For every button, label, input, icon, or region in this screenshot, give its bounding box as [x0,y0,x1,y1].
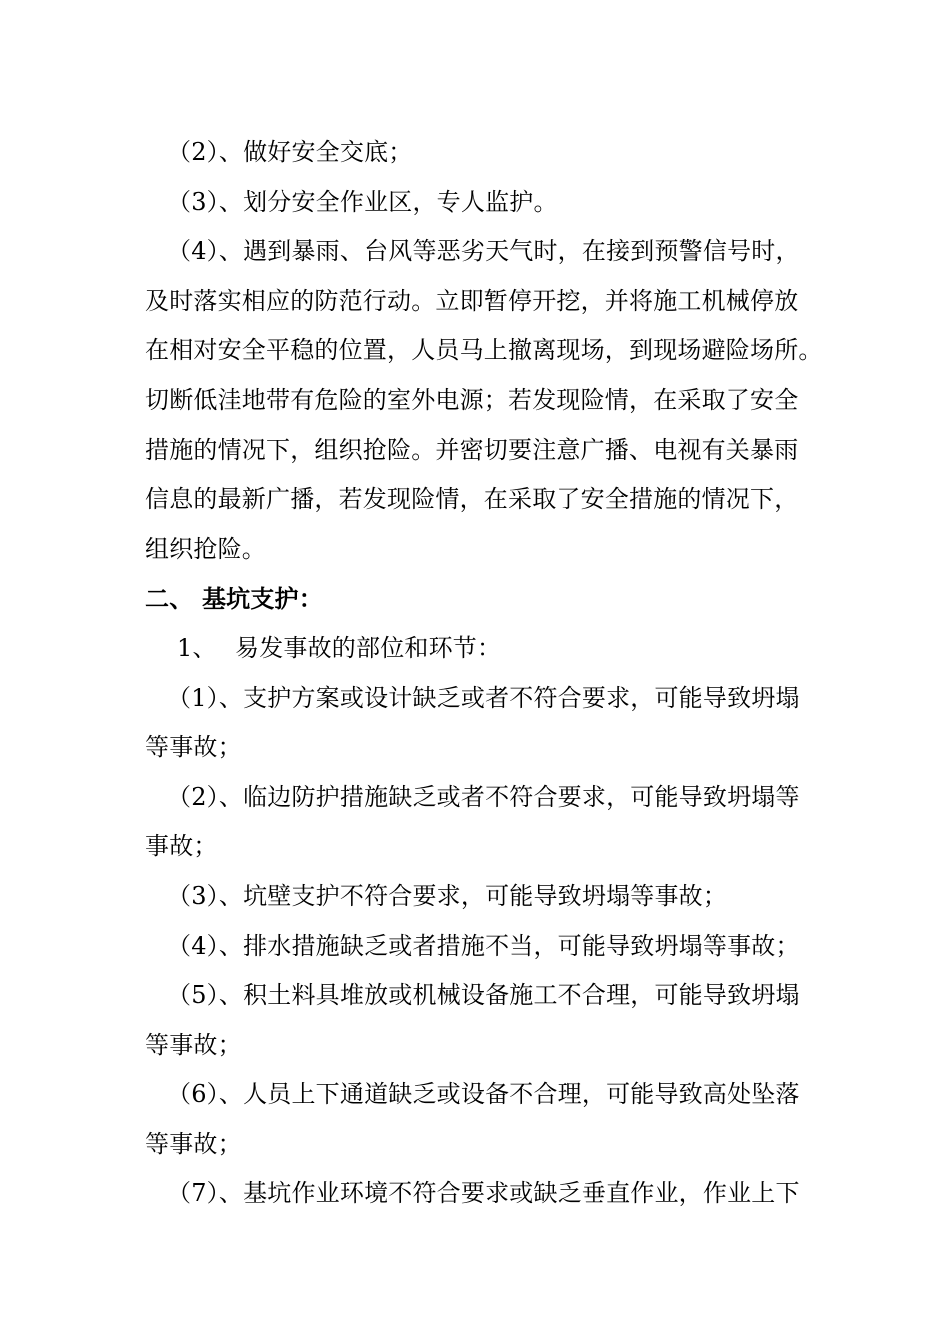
subsection-title: 易发事故的部位和环节： [235,633,502,662]
list-item: （4）、遇到暴雨、台风等恶劣天气时，在接到预警信号时， [167,237,800,266]
paragraph-line: 切断低洼地带有危险的室外电源；若发现险情，在采取了安全 [145,385,799,414]
list-item: （3）、划分安全作业区，专人监护。 [167,187,558,216]
paragraph-line: 及时落实相应的防范行动。立即暂停开挖，并将施工机械停放 [145,286,799,315]
document-body [145,128,845,1219]
list-item: （4）、排水措施缺乏或者措施不当，可能导致坍塌等事故； [167,931,800,960]
paragraph-line: 等事故； [145,1030,242,1059]
subsection-number: 1、 [177,633,217,662]
list-item: （2）、临边防护措施缺乏或者不符合要求，可能导致坍塌等 [167,782,800,811]
list-item: （6）、人员上下通道缺乏或设备不合理，可能导致高处坠落 [167,1080,800,1109]
paragraph-line: 措施的情况下，组织抢险。并密切要注意广播、电视有关暴雨 [145,435,799,464]
paragraph-line: 在相对安全平稳的位置，人员马上撤离现场，到现场避险场所。 [145,336,823,365]
paragraph-line: 等事故； [145,733,242,762]
list-item: （2）、做好安全交底； [167,138,413,166]
list-item: （7）、基坑作业环境不符合要求或缺乏垂直作业，作业上下 [167,1179,800,1208]
paragraph-line: 信息的最新广播，若发现险情，在采取了安全措施的情况下， [145,485,799,514]
section-heading: 二、 基坑支护： [145,584,323,614]
paragraph-line: 组织抢险。 [145,534,266,563]
list-item: （3）、坑壁支护不符合要求，可能导致坍塌等事故； [167,881,728,910]
list-item: （1）、支护方案或设计缺乏或者不符合要求，可能导致坍塌 [167,683,800,712]
subsection-heading [145,624,845,674]
paragraph-line: 事故； [145,832,218,861]
list-item: （5）、积土料具堆放或机械设备施工不合理，可能导致坍塌 [167,981,800,1010]
paragraph-line: 等事故； [145,1129,242,1158]
